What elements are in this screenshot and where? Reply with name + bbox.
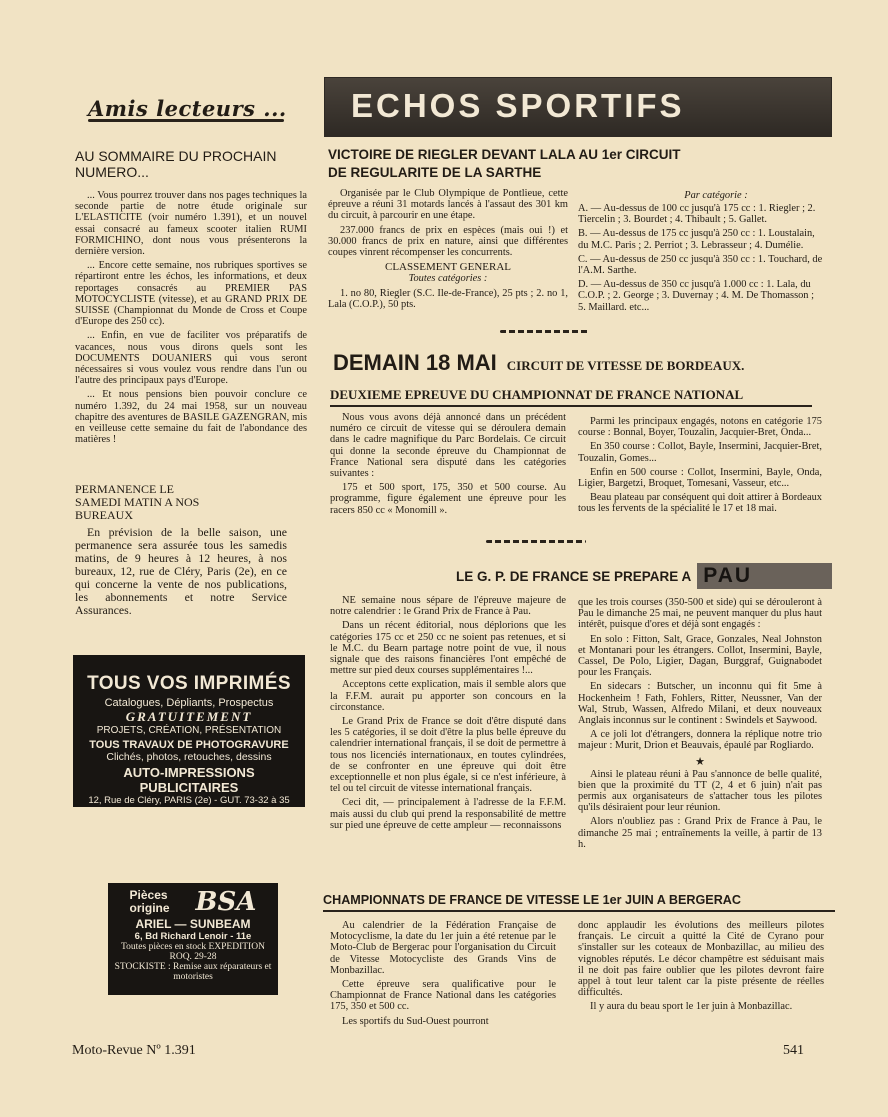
gp-p4: Le Grand Prix de France se doit d'être disputé dans les 5 catégories, il se doit d'être la plus belle épreuve du calendrier international français, il se doit de permettre à tous nos licenciés internationaux, en toutes cylindrées, de se confronter en une épreuve qui doit être exceptionnelle et non plus égale, si ce n'est inférieure, à tel ou tel circuit de vitesse international français. [330,716,566,795]
riegler-col1 [328,188,568,314]
permanence-title: PERMANENCE LE SAMEDI MATIN A NOS BUREAUX [75,482,200,522]
riegler-title: VICTOIRE DE RIEGLER DEVANT LALA AU 1er CIRCUIT DE REGULARITE DE LA SARTHE [328,147,681,180]
amis-title: Amis lecteurs ... [88,96,287,121]
berg-p3: Les sportifs du Sud-Ouest pourront [342,1015,489,1027]
gp-title: LE G. P. DE FRANCE SE PREPARE A [456,568,692,584]
gp-p8: En sidecars : Butscher, un inconnu qui fit 5me à Hockenheim ! Fath, Fohlers, Ritter, Neussner, Van der Wal, Strub, Wassen, Alfredo Milani, et deux nouveaux Anglais inconnus sur le continent : Swindels et Saywood. [578,681,822,727]
riegler-col2 [578,190,824,316]
bsa-logo: BSA [195,887,257,917]
ad-imprimes-line8: 12, Rue de Cléry, PARIS (2e) - GUT. 73-32 à 35 [88,795,290,806]
footer-magazine: Moto-Revue Nº 1.391 [72,1043,196,1058]
gp-p1: NE semaine nous sépare de l'épreuve majeure de notre calendrier : le Grand Prix de France à Pau. [330,595,566,618]
sommaire-p4: ... Et nous pensions bien pouvoir conclure ce numéro 1.392, du 24 mai 1958, sur un nouveau chapitre des aventures de BASILE GAZENGRAN, mis en veilleuse cette semaine du fait de l'abondance des matières ! [75,389,307,446]
sommaire-p1: ... Vous pourrez trouver dans nos pages techniques la seconde partie de notre étude originale sur L'ELASTICITE (voir numéro 1.391), et un nouvel essai consacré au fameux scooter italien RUMI FORMICHINO, dont nous vous présenterons la dernière version. [75,190,307,258]
demain-p5: Enfin en 500 course : Collot, Insermini, Bayle, Onda, Ligier, Bargetzi, Broquet, Tomesani, Vasseur, etc... [578,466,822,490]
riegler-p1: Organisée par le Club Olympique de Pontlieue, cette épreuve a réuni 31 motards lancés à l'assaut des 301 km du circuit, à parcourir en une étape. [328,188,568,222]
demain-p4: En 350 course : Collot, Bayle, Insermini, Jacquier-Bret, Touzalin, Gomes... [578,441,822,464]
sommaire-p2: ... Encore cette semaine, nos rubriques sportives se répartiront entre les échos, les informations, et deux reportages consacrés au PREMIER PAS MOTOCYCLISTE (vitesse), et au GRAND PRIX DE SUISSE (Championnat du Monde de Cross et Coupe d'Europe des 250 cc). [75,260,307,328]
ad-bsa [108,883,278,995]
ad-imprimes-line2: Catalogues, Dépliants, Prospectus [104,697,274,709]
demain-circuit: CIRCUIT DE VITESSE DE BORDEAUX. [506,358,745,373]
demain-p6: Beau plateau par conséquent qui doit attirer à Bordeaux tous les fervents de la spécialité le 17 et 18 mai. [578,492,822,515]
wavy-divider [500,330,590,333]
ad-imprimes-headline: TOUS VOS IMPRIMÉS [87,673,291,694]
toutes-categories: Toutes catégories : [408,273,488,285]
berg-col1 [330,920,556,1030]
permanence-section [75,483,287,620]
berg-col2 [578,920,824,1016]
gp-header [456,563,832,589]
gp-p9: A ce joli lot d'étrangers, donnera la réplique notre trio majeur : Murit, Drion et Beauvais, épaulé par Rogliardo. [578,729,822,752]
sommaire-p3: ... Enfin, en vue de faciliter vos préparatifs de vacances, nous vous dirons quels sont les DOCUMENTS DOUANIERS qui vous seront nécessaires si vous voulez vous rendre dans l'un ou l'autre des principaux pays d'Europe. [75,330,307,387]
ad-imprimes-line7: AUTO-IMPRESSIONS PUBLICITAIRES [123,765,255,795]
berg-title: CHAMPIONNATS DE FRANCE DE VITESSE LE 1er JUIN A BERGERAC [323,893,741,907]
demain-col1 [330,412,566,519]
ad-bsa-stockiste: STOCKISTE : Remise aux réparateurs et motoristes [114,962,272,982]
gp-col1 [330,595,566,834]
par-categorie: Par catégorie : [684,190,748,201]
gp-p10: Ainsi le plateau réuni à Pau s'annonce de belle qualité, bien que la proximité du TT (2, 4 et 6 juin) n'ait pas permis aux organisateurs de s'attacher tous les pilotes qu'ils désiraient pour leur réunion. [578,768,822,814]
pau-badge: PAU [697,563,832,589]
ad-imprimes-line6: Clichés, photos, retouches, dessins [106,751,272,763]
berg-p1: Au calendrier de la Fédération Française de Motocyclisme, la date du 1er juin a été retenue par le Moto-Club de Bergerac pour l'organisation du Circuit de Vitesse Motocycliste des Grands Vins de Monbazillac. [330,920,556,976]
permanence-text: En prévision de la belle saison, une permanence sera assurée tous les samedis matins, de 9 heures à 12 heures, à nos bureaux, 12, rue de Cléry, Paris (2e), en ce qui concerne la vente de nos publications, les abonnements et notre Service Assurances. [75,525,287,617]
demain-subtitle: DEUXIEME EPREUVE DU CHAMPIONNAT DE FRANCE NATIONAL [330,387,744,402]
sommaire-title: AU SOMMAIRE DU PROCHAIN NUMERO... [75,148,277,180]
echos-header [325,78,831,136]
ad-bsa-pieces: Pièces origine [129,888,170,915]
gp-p3: Acceptons cette explication, mais il semble alors que la F.F.M. aurait pu apporter son concours en la circonstance. [330,679,566,713]
gp-p5: Ceci dit, — principalement à l'adresse de la F.F.M. mais aussi du club qui prend la responsabilité de mettre sur pied une épreuve de cette ampleur — reconnaissons [330,797,566,831]
star-separator: ★ [695,755,705,768]
page-number: 541 [783,1043,804,1058]
demain-sub [330,387,830,407]
gp-p7: En solo : Fitton, Salt, Grace, Gonzales, Neal Johnston et Montanari pour les étrangers. Collot, Insermini, Bayle, Cassel, De Polo, Ligier, Dagan, Burggraf, Guignabodet pour les Français. [578,633,822,679]
berg-header [323,893,835,912]
ad-imprimes-line5: TOUS TRAVAUX DE PHOTOGRAVURE [89,739,289,751]
ad-bsa-text: Toutes pièces en stock EXPEDITION [121,942,265,952]
ad-imprimes [73,655,305,807]
riegler-section [328,146,828,182]
ad-bsa-address: 6, Bd Richard Lenoir - 11e [134,931,252,942]
riegler-p2: 237.000 francs de prix en espèces (mais oui !) et 30.000 francs de prix en nature, ainsi que différentes coupes vinrent récompenser les concurrents. [328,224,568,259]
berg-p5: Il y aura du beau sport le 1er juin à Monbazillac. [590,1001,793,1013]
echos-title: ECHOS SPORTIFS [351,87,685,124]
demain-p1: Nous vous avons déjà annoncé dans un précédent numéro ce circuit de vitesse qui se déroulera demain dans le cadre magnifique du Parc Bordelais. Ce circuit qui donne la seconde épreuve du Championnat de France National sera disputé dans les catégories suivantes : [330,412,566,480]
demain-p3: Parmi les principaux engagés, notons en catégorie 175 course : Bonnal, Boyer, Touzalin, Jacquier-Bret, Onda... [578,416,822,439]
ad-bsa-phone: ROQ. 29-28 [169,952,217,962]
classement-heading: CLASSEMENT GENERAL [385,261,511,274]
berg-p4: donc applaudir les évolutions des meilleurs pilotes français. Le circuit a quitté la Cité de Cyrano pour s'installer sur les coteaux de Monbazillac, au milieu des vignobles réputés. Le décor champêtre est séduisant mais il ne doit pas faire oublier que les pilotes devront faire appel à tout leur talent car la piste présente de réelles difficultés. [578,920,824,999]
result-a: A. — Au-dessus de 100 cc jusqu'à 175 cc : 1. Riegler ; 2. Tiercelin ; 3. Bourdet ; 4. Thibault ; 5. Gallet. [578,203,816,226]
gp-p2: Dans un récent éditorial, nous déplorions que les catégories 175 cc et 250 cc ne soient pas retenues, et si le M.C. du Bearn partage notre point de vue, il nous signale que des raisons financières l'ont empêché de mettre sur pied deux courses supplémentaires !... [330,620,566,677]
demain-title: DEMAIN 18 MAI [333,350,497,375]
gp-p6: que les trois courses (350-500 et side) qui se dérouleront à Pau le dimanche 25 mai, ne peuvent manquer du plus haut intérêt, puisque d'ores et déjà sont engagés : [578,597,822,631]
demain-col2 [578,416,822,518]
ad-imprimes-line4: PROJETS, CRÉATION, PRÉSENTATION [96,725,282,736]
demain-p2: 175 et 500 sport, 175, 350 et 500 course. Au programme, figure également une épreuve pour les racers 850 cc « Monomill ». [330,482,566,516]
gp-col2 [578,597,822,853]
sommaire-section [75,148,307,448]
result-c: C. — Au-dessus de 250 cc jusqu'à 350 cc : 1. Touchard, de l'A.M. Sarthe. [578,253,823,277]
result-d: D. — Au-dessus de 350 cc jusqu'à 1.000 cc : 1. Lala, du C.O.P. ; 2. George ; 3. Duvernay ; 4. M. De Thomasson ; 5. Maillard. etc... [578,279,814,313]
demain-header [333,350,833,376]
wavy-divider-2 [486,540,586,543]
ad-imprimes-line3: GRATUITEMENT [125,709,253,724]
gp-p11: Alors n'oubliez pas : Grand Prix de France à Pau, le dimanche 25 mai ; entraînements la veille, à partir de 13 h. [578,816,822,850]
riegler-p3: 1. no 80, Riegler (S.C. Ile-de-France), 25 pts ; 2. no 1, Lala (C.O.P.), 50 pts. [328,288,568,311]
ad-bsa-brands: ARIEL — SUNBEAM [135,917,251,931]
berg-p2: Cette épreuve sera qualificative pour le Championnat de France National dans les catégories 175, 350 et 500 cc. [330,979,556,1013]
result-b: B. — Au-dessus de 175 cc jusqu'à 250 cc : 1. Loustalain, du M.C. Paris ; 2. Perriot ; 3. Lebrasseur ; 4. Dumélie. [578,228,815,251]
